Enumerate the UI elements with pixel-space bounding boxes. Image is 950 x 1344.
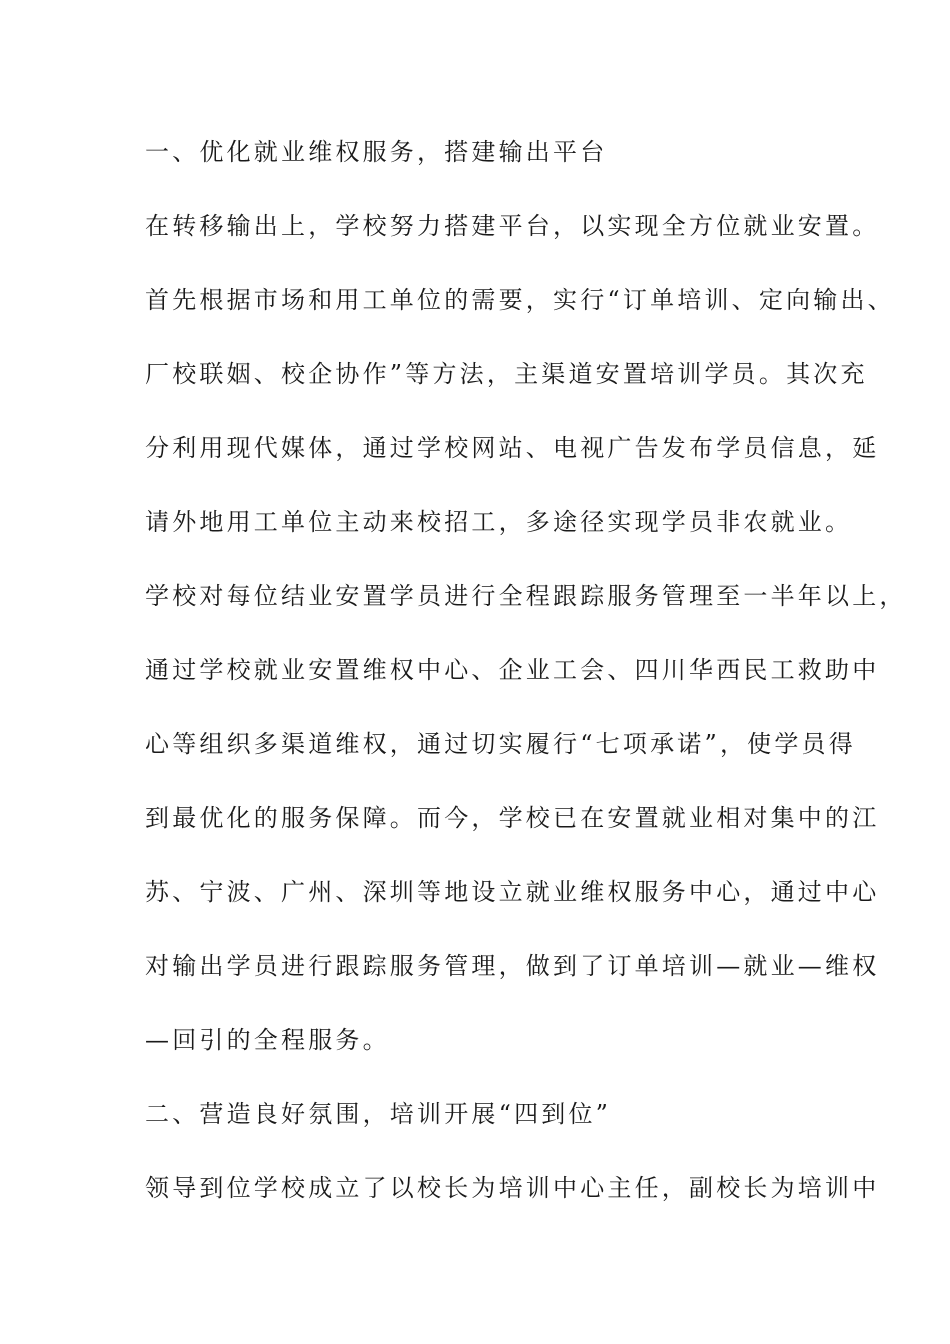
paragraph-line: —回引的全程服务。 (145, 1026, 390, 1054)
section-heading-1: 一、优化就业维权服务，搭建输出平台 (145, 138, 608, 166)
paragraph-line: 苏、宁波、广州、深圳等地设立就业维权服务中心，通过中心 (145, 878, 880, 906)
paragraph-line: 在转移输出上，学校努力搭建平台，以实现全方位就业安置。 (145, 212, 880, 240)
paragraph-line: 心等组织多渠道维权，通过切实履行“七项承诺”，使学员得 (145, 730, 856, 758)
paragraph-line: 厂校联姻、校企协作”等方法，主渠道安置培训学员。其次充 (145, 360, 868, 388)
paragraph-line: 领导到位学校成立了以校长为培训中心主任，副校长为培训中 (145, 1174, 880, 1202)
paragraph-line: 对输出学员进行跟踪服务管理，做到了订单培训—就业—维权 (145, 952, 880, 980)
paragraph-line: 到最优化的服务保障。而今，学校已在安置就业相对集中的江 (145, 804, 880, 832)
paragraph-line: 分利用现代媒体，通过学校网站、电视广告发布学员信息，延 (145, 434, 880, 462)
section-heading-2: 二、营造良好氛围，培训开展“四到位” (145, 1100, 612, 1128)
paragraph-line: 首先根据市场和用工单位的需要，实行“订单培训、定向输出、 (145, 286, 895, 314)
paragraph-line: 通过学校就业安置维权中心、企业工会、四川华西民工救助中 (145, 656, 880, 684)
paragraph-line: 学校对每位结业安置学员进行全程跟踪服务管理至一半年以上， (145, 582, 907, 610)
paragraph-line: 请外地用工单位主动来校招工，多途径实现学员非农就业。 (145, 508, 853, 536)
